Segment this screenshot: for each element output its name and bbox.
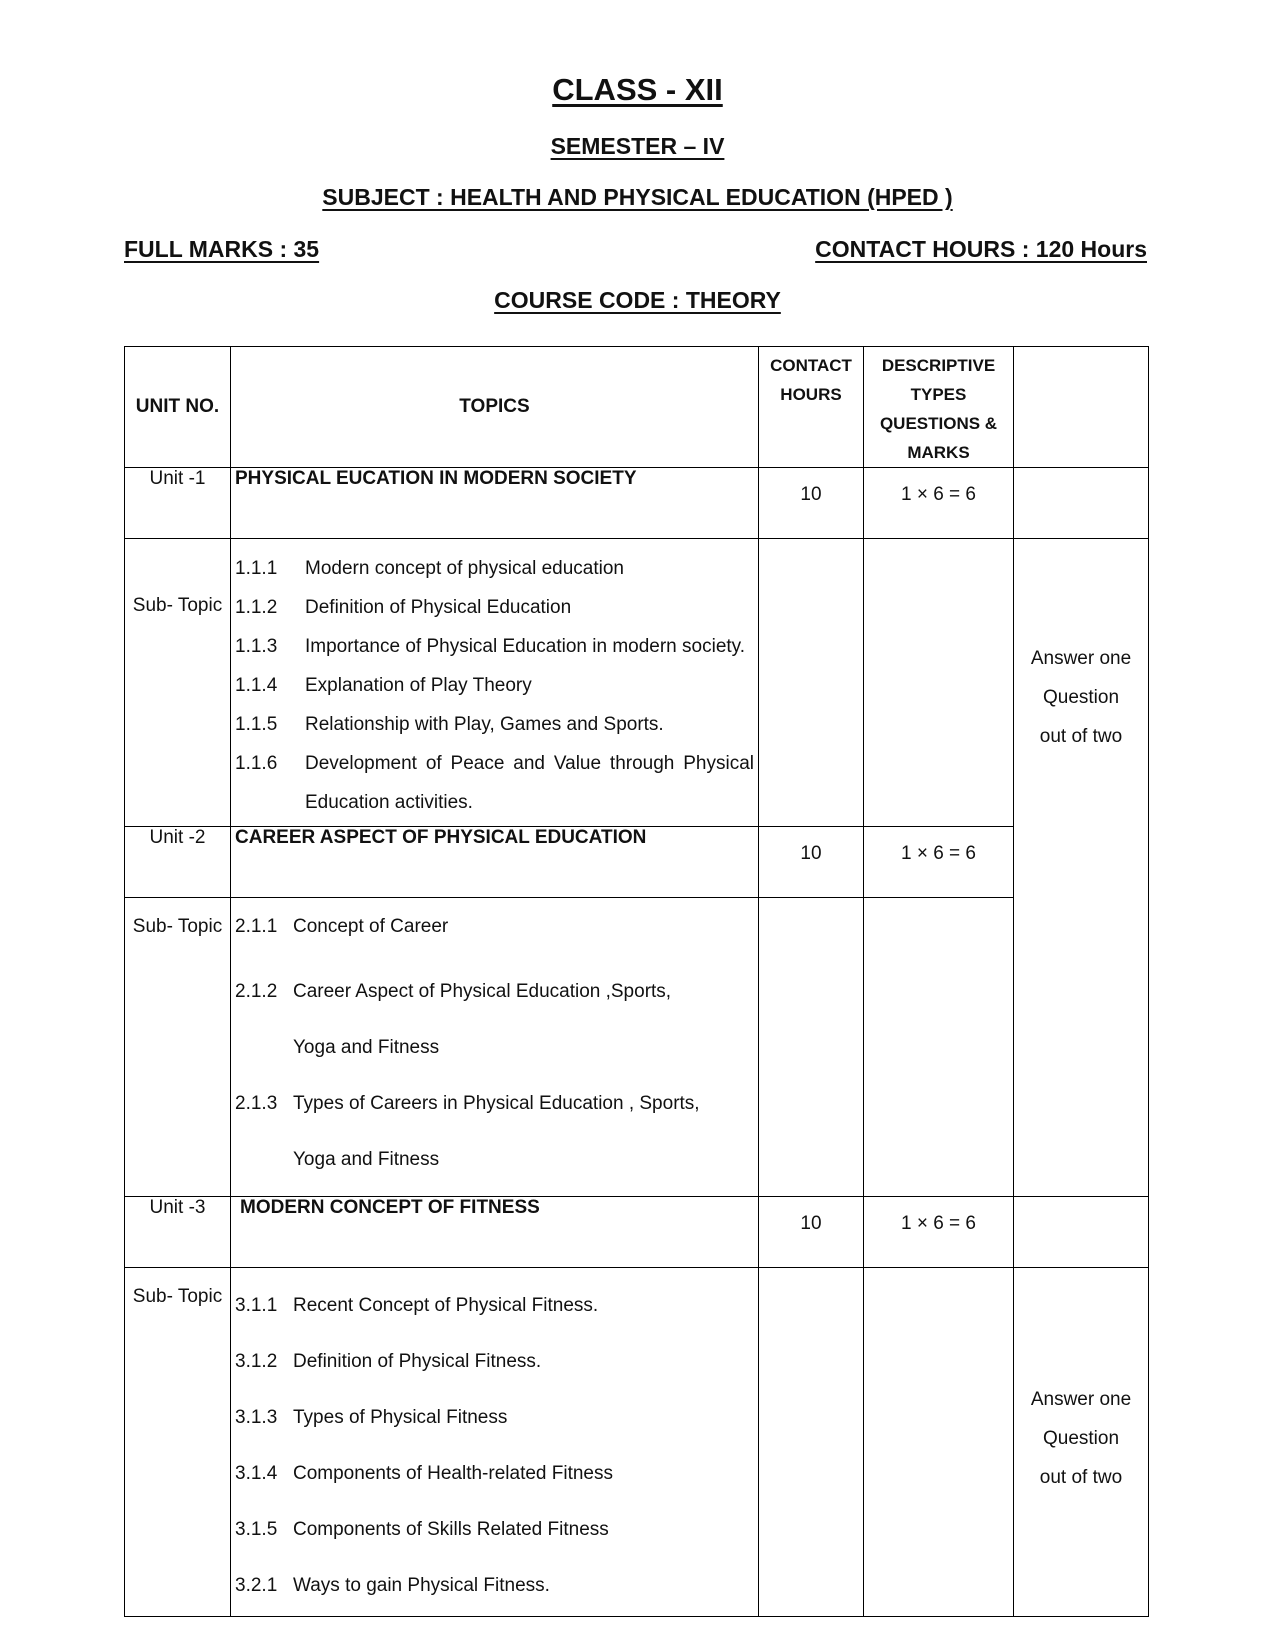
- empty-cell: [864, 539, 1014, 827]
- sub-topic-label: Sub- Topic: [125, 1268, 231, 1617]
- subtopic-number: 3.1.1: [235, 1295, 278, 1316]
- unit-title: CAREER ASPECT OF PHYSICAL EDUCATION: [231, 827, 759, 898]
- subtopic-text: Components of Health-related Fitness: [293, 1463, 613, 1484]
- subtopic-text: Career Aspect of Physical Education ,Sports, Yoga and Fitness: [293, 981, 672, 1058]
- empty-cell: [759, 539, 864, 827]
- list-item: [231, 964, 758, 1076]
- subtopic-list-cell: [231, 1268, 759, 1617]
- list-item: [231, 1076, 758, 1188]
- subtopic-text: Types of Physical Fitness: [293, 1407, 508, 1428]
- header-descriptive-line2: QUESTIONS &: [879, 414, 998, 433]
- course-code: COURSE CODE : THEORY: [494, 287, 781, 313]
- subtopic-number: 3.1.2: [235, 1351, 278, 1372]
- note-cell-empty: [1014, 1197, 1149, 1268]
- subtopic-number: 3.1.5: [235, 1519, 278, 1540]
- subject-title: SUBJECT : HEALTH AND PHYSICAL EDUCATION (HPED ): [322, 184, 953, 210]
- list-item: [231, 1278, 758, 1334]
- subtopic-number: 1.1.5: [235, 714, 278, 735]
- unit-label: Unit -1: [125, 468, 231, 539]
- unit-title: PHYSICAL EUCATION IN MODERN SOCIETY: [231, 468, 759, 539]
- header-contact-hours: [759, 347, 864, 468]
- unit-marks: 1 × 6 = 6: [864, 827, 1014, 898]
- subtopic-number: 2.1.1: [235, 916, 278, 937]
- list-item: [231, 1334, 758, 1390]
- header-descriptive-line3: MARKS: [907, 443, 970, 462]
- header-unit-no: UNIT NO.: [125, 347, 231, 468]
- subtopic-number: 3.1.3: [235, 1407, 278, 1428]
- subtopic-number: 1.1.2: [235, 597, 278, 618]
- unit-title: MODERN CONCEPT OF FITNESS: [231, 1197, 759, 1268]
- contact-hours: CONTACT HOURS : 120 Hours: [815, 236, 1147, 262]
- unit-label: Unit -2: [125, 827, 231, 898]
- subtopic-number: 1.1.1: [235, 558, 278, 579]
- list-item: [231, 666, 758, 705]
- list-item: [231, 588, 758, 627]
- list-item: [231, 744, 758, 822]
- answer-note-line2: Question: [1042, 687, 1120, 708]
- subtopic-list-cell: [231, 898, 759, 1197]
- semester-title: SEMESTER – IV: [550, 133, 725, 159]
- list-item: [231, 1502, 758, 1558]
- header-contact-hours-line1: CONTACT: [770, 356, 852, 375]
- answer-note: [1014, 539, 1149, 1197]
- header-topics: TOPICS: [231, 347, 759, 468]
- list-item: [231, 549, 758, 588]
- subtopic-text: Ways to gain Physical Fitness.: [293, 1575, 550, 1596]
- answer-note-line2: Question: [1042, 1428, 1120, 1449]
- unit-marks: 1 × 6 = 6: [864, 468, 1014, 539]
- list-item: [231, 1558, 758, 1614]
- empty-cell: [759, 898, 864, 1197]
- list-item: [231, 1446, 758, 1502]
- subtopic-row: [125, 1268, 1149, 1617]
- syllabus-table: [124, 346, 1149, 1617]
- class-title: CLASS - XII: [552, 72, 723, 107]
- unit-hours: 10: [759, 468, 864, 539]
- unit-marks: 1 × 6 = 6: [864, 1197, 1014, 1268]
- subtopic-number: 1.1.4: [235, 675, 278, 696]
- subtopic-number: 2.1.3: [235, 1093, 278, 1114]
- subtopic-text: Concept of Career: [293, 916, 449, 937]
- header-descriptive-line1: DESCRIPTIVE TYPES: [881, 356, 996, 404]
- unit-label: Unit -3: [125, 1197, 231, 1268]
- subtopic-text: Modern concept of physical education: [305, 558, 624, 579]
- answer-note-line3: out of two: [1039, 726, 1123, 747]
- list-item: [231, 908, 758, 946]
- answer-note-line1: Answer one: [1030, 648, 1132, 669]
- header-note: [1014, 347, 1149, 468]
- subtopic-number: 1.1.3: [235, 636, 278, 657]
- subtopic-list: [231, 1278, 758, 1614]
- unit-row: [125, 468, 1149, 539]
- list-item: [231, 705, 758, 744]
- subtopic-text: Types of Careers in Physical Education , Sports, Yoga and Fitness: [293, 1093, 700, 1170]
- subtopic-list: [231, 549, 758, 822]
- subtopic-text: Explanation of Play Theory: [305, 675, 532, 696]
- subtopic-number: 3.1.4: [235, 1463, 278, 1484]
- subtopic-text: Components of Skills Related Fitness: [293, 1519, 609, 1540]
- sub-topic-label: Sub- Topic: [125, 539, 231, 827]
- note-cell-empty: [1014, 468, 1149, 539]
- list-item: [231, 1390, 758, 1446]
- subtopic-text: Relationship with Play, Games and Sports.: [305, 714, 664, 735]
- subtopic-number: 3.2.1: [235, 1575, 278, 1596]
- answer-note-line3: out of two: [1039, 1467, 1123, 1488]
- subtopic-text: Development of Peace and Value through Physical Education activities.: [305, 753, 754, 813]
- header-descriptive: [864, 347, 1014, 468]
- empty-cell: [864, 1268, 1014, 1617]
- unit-row: [125, 827, 1149, 898]
- subtopic-list-cell: [231, 539, 759, 827]
- subtopic-text: Recent Concept of Physical Fitness.: [293, 1295, 599, 1316]
- sub-topic-label: Sub- Topic: [125, 898, 231, 1197]
- subtopic-text: Importance of Physical Education in modern society.: [305, 636, 746, 657]
- subtopic-text: Definition of Physical Fitness.: [293, 1351, 542, 1372]
- table-header-row: [125, 347, 1149, 468]
- header-contact-hours-line2: HOURS: [780, 385, 842, 404]
- answer-note-line1: Answer one: [1030, 1389, 1132, 1410]
- full-marks: FULL MARKS : 35: [124, 236, 320, 262]
- subtopic-number: 2.1.2: [235, 981, 278, 1002]
- subtopic-row: [125, 898, 1149, 1197]
- subtopic-list: [231, 908, 758, 1188]
- list-item: [231, 627, 758, 666]
- subtopic-number: 1.1.6: [235, 753, 278, 774]
- answer-note: [1014, 1268, 1149, 1617]
- subtopic-row: [125, 539, 1149, 827]
- unit-hours: 10: [759, 827, 864, 898]
- subtopic-text: Definition of Physical Education: [305, 597, 572, 618]
- empty-cell: [759, 1268, 864, 1617]
- empty-cell: [864, 898, 1014, 1197]
- unit-row: [125, 1197, 1149, 1268]
- unit-hours: 10: [759, 1197, 864, 1268]
